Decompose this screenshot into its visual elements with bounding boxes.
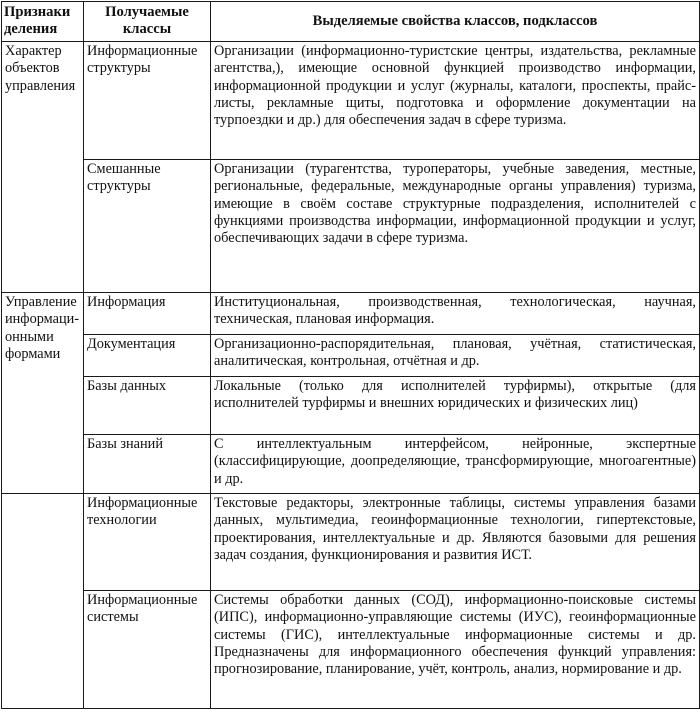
properties-cell: Локальные (только для исполнителей турфирмы), открытые (для исполнителей турфирмы и внешних юридических и физических лиц) — [211, 377, 700, 435]
class-cell: Смешанные структуры — [84, 160, 211, 293]
class-cell: Информация — [84, 293, 211, 335]
header-classes: Получаемые классы — [84, 2, 211, 42]
properties-cell: Организационно-распорядительная, плановая, учётная, статистическая, аналитическая, контрольная, отчётная и др. — [211, 335, 700, 377]
criterion-cell — [2, 494, 84, 709]
table-row — [2, 293, 700, 335]
class-cell: Информационные структуры — [84, 42, 211, 160]
properties-cell: Организации (турагентства, туроператоры, учебные заведения, местные, региональные, федеральные, международные органы управления) туризма, имеющие в своём составе структурные подразделения, исполнителей с функциями производства информации, информационной продукции и услуг, обеспечивающих задачи в сфере туризма. — [211, 160, 700, 293]
table-row — [2, 494, 700, 591]
class-cell: Базы знаний — [84, 435, 211, 494]
class-cell: Информационные технологии — [84, 494, 211, 591]
table-row — [2, 435, 700, 494]
classification-table — [1, 1, 700, 709]
table-row — [2, 160, 700, 293]
properties-cell: Организации (информационно-туристские центры, издательства, рекламные агентства,), имеющие основной функцией производство информации, информационной продукции и услуг (журналы, каталоги, проспекты, прайс-листы, рекламные щиты, подготовка и оформление документации на турпоездки и др.) для обеспечения задач в сфере туризма. — [211, 42, 700, 160]
criterion-cell: Управление информационными формами — [2, 293, 84, 494]
properties-cell: Системы обработки данных (СОД), информационно-поисковые системы (ИПС), информационно-управляющие системы (ИУС), геоинформационные системы (ГИС), интеллектуальные информационные системы и др. Предназначены для информационного обеспечения функций управления: прогнозирование, планирование, учёт, контроль, анализ, нормирование и др. — [211, 591, 700, 709]
properties-cell: С интеллектуальным интерфейсом, нейронные, экспертные (классифицирующие, доопределяющие, трансформирующие, многоагентные) и др. — [211, 435, 700, 494]
header-criterion: Признаки деления — [2, 2, 84, 42]
class-cell: Базы данных — [84, 377, 211, 435]
header-properties: Выделяемые свойства классов, подклассов — [211, 2, 700, 42]
properties-cell: Институциональная, производственная, технологическая, научная, техническая, плановая информация. — [211, 293, 700, 335]
class-cell: Документация — [84, 335, 211, 377]
table-row — [2, 591, 700, 709]
criterion-cell: Характер объектов управления — [2, 42, 84, 293]
header-row — [2, 2, 700, 42]
table-row — [2, 377, 700, 435]
table-row — [2, 335, 700, 377]
properties-cell: Текстовые редакторы, электронные таблицы, системы управления базами данных, мультимедиа, геоинформационные технологии, гипертекстовые, проектирования, интеллектуальные и др. Являются базовыми для решения задач создания, функционирования и развития ИСТ. — [211, 494, 700, 591]
table-row — [2, 42, 700, 160]
class-cell: Информационные системы — [84, 591, 211, 709]
